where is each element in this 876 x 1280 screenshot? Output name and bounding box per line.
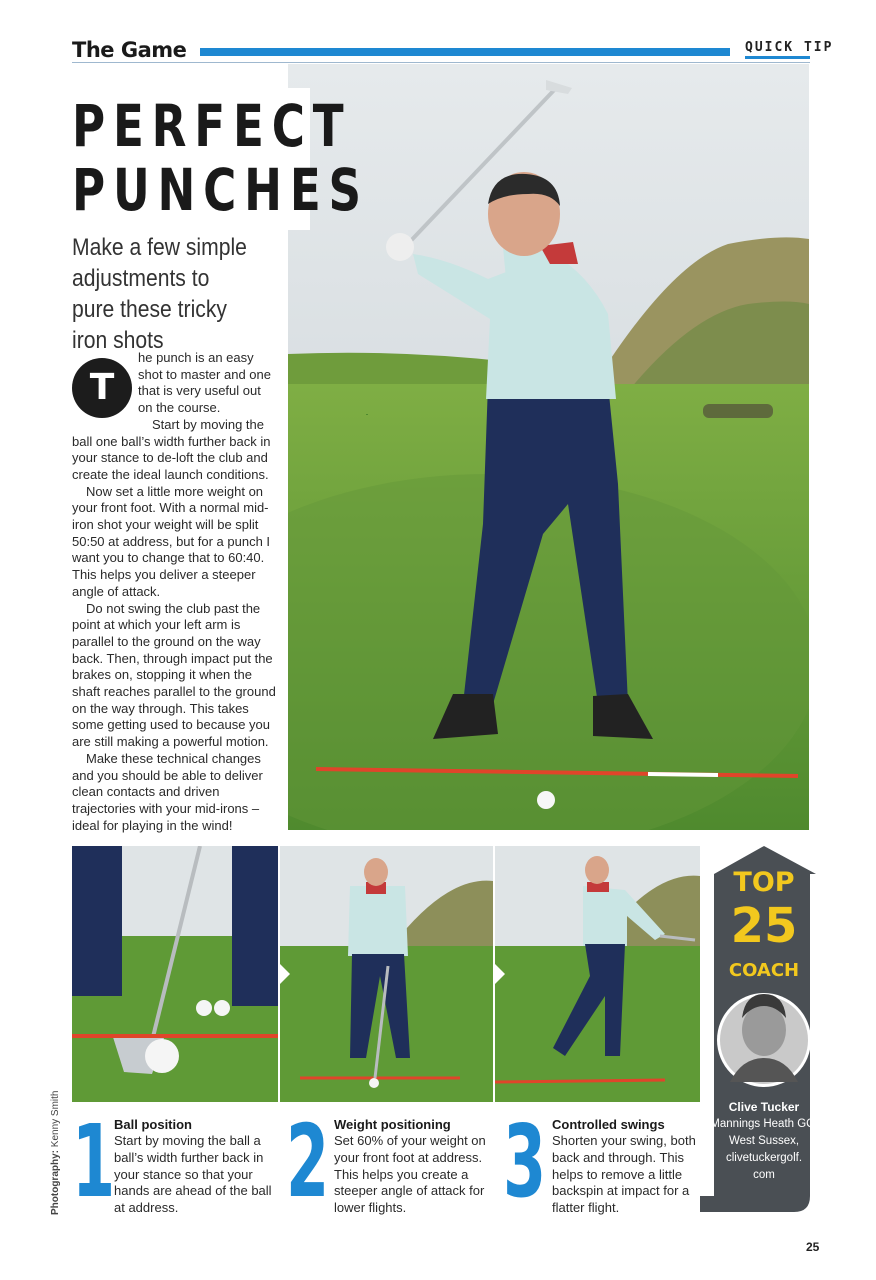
body-paragraph: Make these technical changes and you should be able to deliver clean contacts and driven trajectories with your mid-irons – ideal for playing in the wind! (72, 750, 263, 833)
quick-tip-label: QUICK TIP (745, 40, 834, 55)
photo-credit (50, 1091, 61, 1215)
article-body (72, 350, 278, 834)
step-3-text: Shorten your swing, both back and through. This helps to remove a little backspin at impact for a flatter flight. (552, 1133, 696, 1216)
step-2-text: Set 60% of your weight on your front foot at address. This helps you create a steeper angle of attack for lower flights. (334, 1133, 486, 1216)
weight-positioning-photo (280, 846, 493, 1102)
badge-top: TOP (733, 867, 795, 898)
coach-name: Clive Tucker (728, 1100, 800, 1114)
header-accent-bar (200, 48, 730, 56)
drop-cap: T (72, 358, 132, 418)
section-title: The Game (72, 38, 187, 62)
step-2-title: Weight positioning (334, 1117, 451, 1132)
sequence-arrow-icon (495, 964, 505, 984)
badge-number: 25 (730, 898, 798, 954)
headline-line-1: PERFECT (72, 92, 352, 160)
ball-position-closeup (72, 846, 278, 1102)
step-2-number: 2 (286, 1103, 330, 1220)
header-rule (72, 62, 810, 63)
headline-line-2: PUNCHES (72, 156, 369, 224)
step-1-text: Start by moving the ball a ball’s width further back in your stance so that your hands are ahead of the ball at address. (114, 1133, 272, 1216)
step-photo-1 (72, 846, 278, 1102)
body-paragraph: Do not swing the club past the point at which your left arm is parallel to the ground on the way back. Then, through impact put the brakes on, stopping it when the shaft reaches parallel to the ground on the way through. This takes some getting used to because you are still making a powerful motion. (72, 600, 276, 750)
body-paragraph: he punch is an easy shot to master and one that is very useful out on the course. (138, 350, 271, 416)
body-paragraph: Now set a little more weight on your front foot. With a normal mid-iron shot your weight will be split 50:50 at address, but for a punch I want you to change that to 60:40. This helps you deliver a steeper angle of attack. (72, 483, 271, 599)
photo-credit-name: Kenny Smith (50, 1090, 61, 1148)
step-3-number: 3 (503, 1103, 547, 1220)
coach-website-tld[interactable]: com (753, 1169, 775, 1181)
quick-tip-underline (745, 56, 810, 59)
step-1-title: Ball position (114, 1117, 192, 1132)
coach-details (700, 1116, 828, 1184)
body-paragraph: Start by moving the ball one ball’s width further back in your stance to de-loft the club and create the ideal launch conditions. (72, 416, 271, 482)
standfirst: Make a few simple adjustments to pure these tricky iron shots (72, 234, 247, 354)
controlled-swing-photo (495, 846, 700, 1102)
photo-credit-label: Photography: (50, 1150, 61, 1215)
step-photo-2 (280, 846, 493, 1102)
coach-club: Mannings Heath GC, West Sussex, (710, 1118, 818, 1147)
step-3-title: Controlled swings (552, 1117, 665, 1132)
sequence-arrow-icon (280, 964, 290, 984)
badge-coach: COACH (728, 960, 800, 981)
step-photo-3 (495, 846, 700, 1102)
page-number: 25 (806, 1240, 820, 1254)
coach-website[interactable]: clivetuckergolf. (725, 1152, 803, 1164)
step-1-number: 1 (72, 1103, 116, 1220)
